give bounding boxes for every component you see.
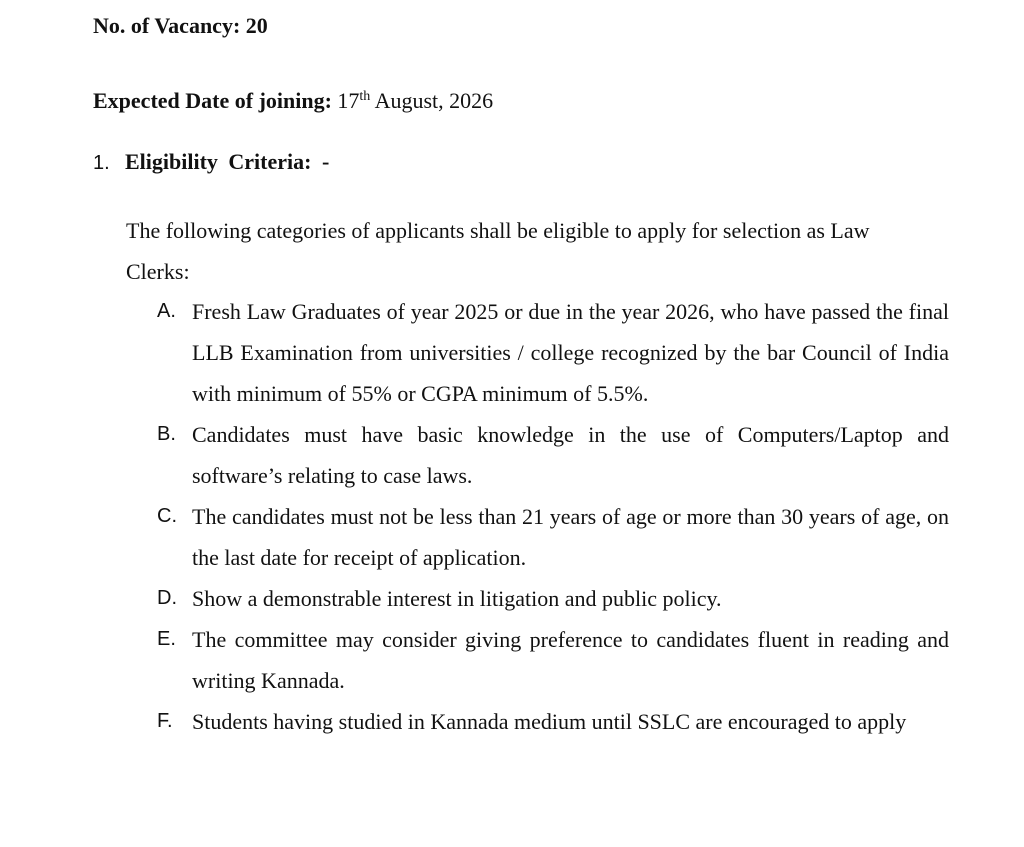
list-marker: E. bbox=[157, 628, 176, 650]
list-marker: F. bbox=[157, 710, 173, 732]
vacancy-line: No. of Vacancy: 20 bbox=[93, 13, 268, 38]
criteria-text: Show a demonstrable interest in litigation and public policy. bbox=[192, 586, 722, 611]
criteria-item-d bbox=[157, 578, 949, 619]
joining-date-day: 17 bbox=[337, 88, 360, 113]
list-marker: C. bbox=[157, 505, 177, 527]
joining-date-line bbox=[93, 87, 493, 115]
criteria-text: Candidates must have basic knowledge in the use of Computers/Laptop and software’s relating to case laws. bbox=[192, 422, 949, 488]
list-marker: B. bbox=[157, 423, 176, 445]
criteria-item-e bbox=[157, 619, 949, 701]
criteria-text: The committee may consider giving preference to candidates fluent in reading and writing Kannada. bbox=[192, 627, 949, 693]
list-marker: A. bbox=[157, 300, 176, 322]
section-heading bbox=[93, 148, 329, 177]
criteria-text: Students having studied in Kannada medium until SSLC are encouraged to apply bbox=[192, 709, 907, 734]
list-marker: D. bbox=[157, 587, 177, 609]
joining-date-rest: August, 2026 bbox=[374, 88, 494, 113]
joining-date-label: Expected Date of joining: bbox=[93, 88, 332, 113]
criteria-item-f bbox=[157, 701, 949, 742]
criteria-text: The candidates must not be less than 21 years of age or more than 30 years of age, on the last date for receipt of application. bbox=[192, 504, 949, 570]
criteria-list bbox=[157, 291, 949, 742]
criteria-item-b bbox=[157, 414, 949, 496]
criteria-item-a bbox=[157, 291, 949, 414]
section-number: 1. bbox=[93, 152, 110, 174]
criteria-text: Fresh Law Graduates of year 2025 or due in the year 2026, who have passed the final LLB Examination from universities / college recognized by the bar Council of India with minimum of 55% or CGPA minimum of 5.5%. bbox=[192, 299, 949, 406]
intro-paragraph: The following categories of applicants shall be eligible to apply for selection as Law Clerks: bbox=[126, 218, 870, 284]
section-title: Eligibility Criteria: - bbox=[125, 149, 330, 174]
criteria-item-c bbox=[157, 496, 949, 578]
joining-date-suffix: th bbox=[359, 89, 371, 104]
